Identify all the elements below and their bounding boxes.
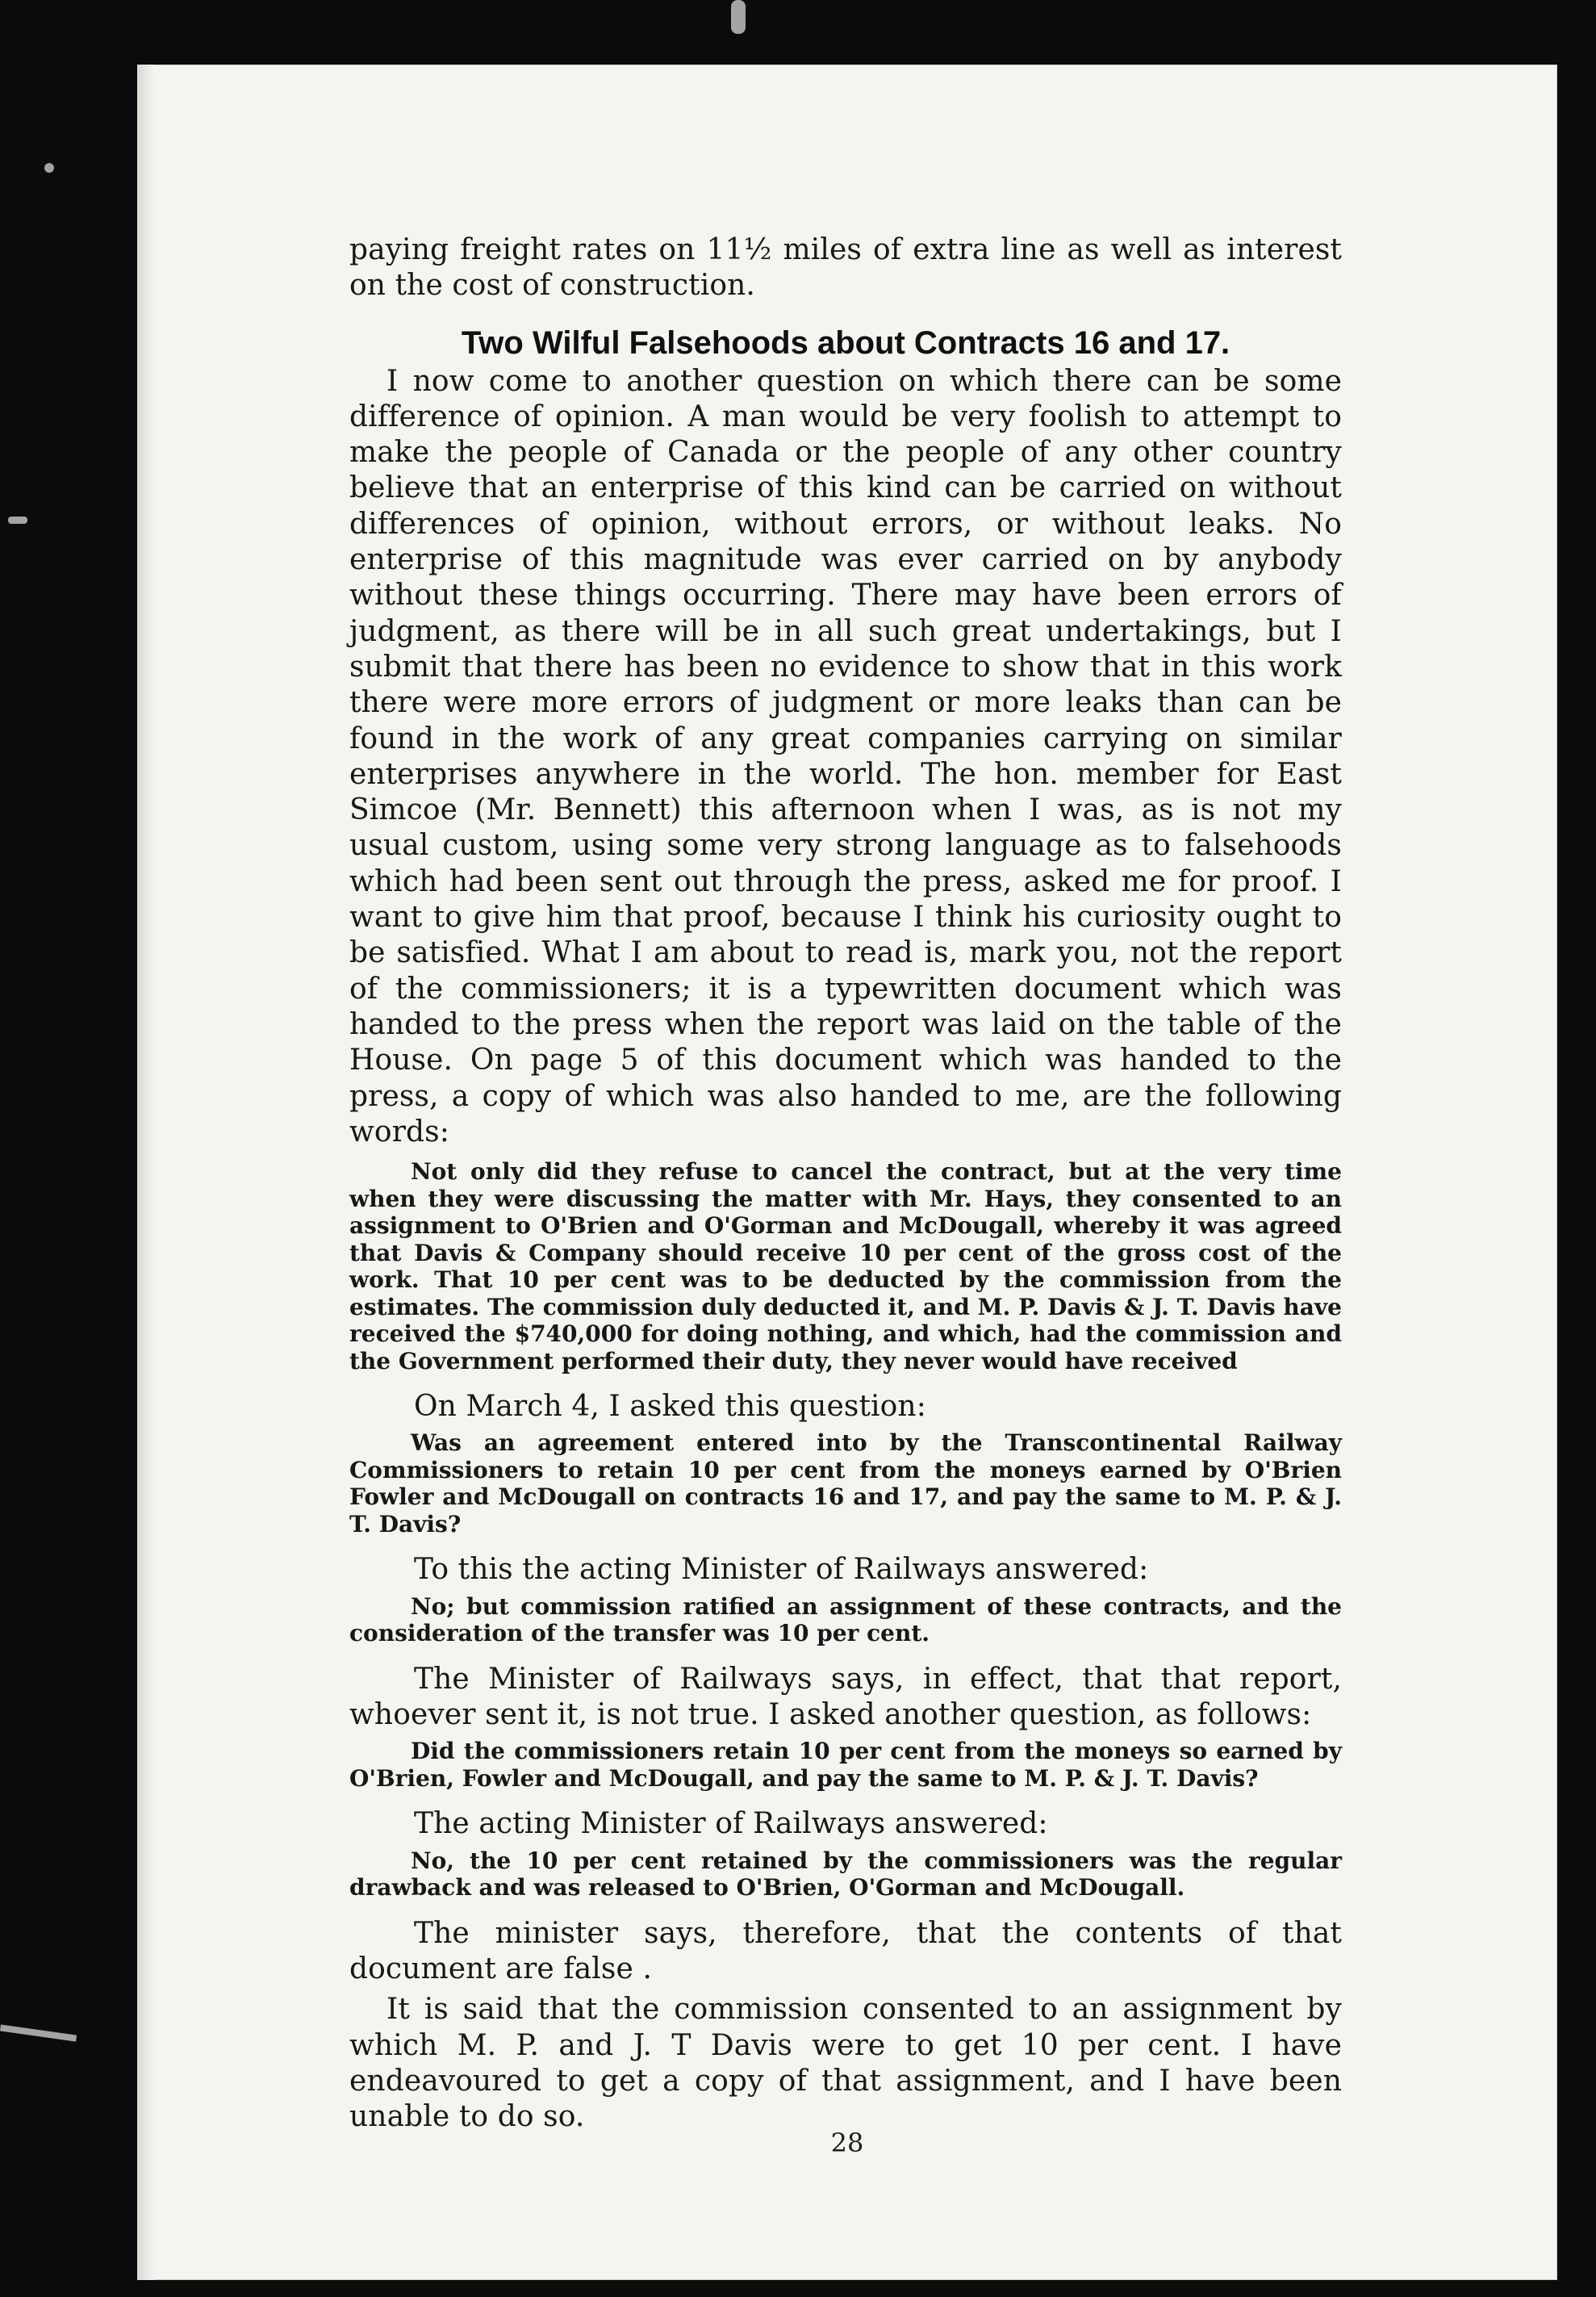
acting-minister-answer-intro: To this the acting Minister of Railways answered: [414,1553,1149,1587]
acting-minister-second-answer-intro: The acting Minister of Railways answered: [414,1807,1048,1841]
minister-says-paragraph: The Minister of Railways says, in effect, that that report, whoever sent it, is not true. I asked another question, as follows: [349,1662,1342,1732]
quoted-document-extract: Not only did they refuse to cancel the contract, but at the very time when they were discussing the matter with Mr. Hays, they consented to an assignment to O'Brien and O'Gorman and McDougall, whereby it was agreed that Davis & Company should receive 10 per cent of the gross cost of the work. That 10 per cent was to be deducted by the commission from the estimates. The commission duly deducted it, and M. P. Davis & J. T. Davis have received the $740,000 for doing nothing, and which, had the commission and the Government performed their duty, they never would have received [349,1158,1342,1374]
scanned-page [137,65,1557,2280]
march-question-quote: Was an agreement entered into by the Transcontinental Railway Commissioners to retain 10 per cent from the moneys earned by O'Brien Fowler and McDougall on contracts 16 and 17, and pay the same to M. P. & J. T. Davis? [349,1429,1342,1538]
second-question-quote: Did the commissioners retain 10 per cent from the moneys so earned by O'Brien, Fowler and McDougall, and pay the same to M. P. & J. T. Davis? [349,1738,1342,1792]
march-question-intro: On March 4, I asked this question: [414,1390,926,1424]
document-content [349,232,1342,2135]
page-number: 28 [830,2128,864,2158]
main-paragraph: I now come to another question on which there can be some difference of opinion. A man would be very foolish to attempt to make the people of Canada or the people of any other country believe that an enterprise of this kind can be carried on without differences of opinion, without errors, or without leaks. No enterprise of this magnitude was ever carried on by anybody without these things occurring. There may have been errors of judgment, as there will be in all such great undertakings, but I submit that there has been no evidence to show that in this work there were more errors of judgment or more leaks than can be found in the work of any great companies carrying on similar enterprises anywhere in the world. The hon. member for East Simcoe (Mr. Bennett) this afternoon when I was, as is not my usual custom, using some very strong language as to falsehoods which had been sent out through the press, asked me for proof. I want to give him that proof, because I think his curiosity ought to be satisfied. What I am about to read is, mark you, not the report of the commissioners; it is a typewritten document which was handed to the press when the report was laid on the table of the House. On page 5 of this document which was handed to the press, a copy of which was also handed to me, are the following words: [349,364,1342,1148]
acting-minister-answer-quote: No; but commission ratified an assignment of these contracts, and the consideration of the transfer was 10 per cent. [349,1592,1342,1647]
film-mark-left-stroke [0,2024,77,2041]
section-title: Two Wilful Falsehoods about Contracts 16 and 17. [461,324,1230,361]
conclusion-paragraph-one: The minister says, therefore, that the contents of that document are false . [349,1916,1342,1985]
page-edge [137,65,155,2280]
acting-minister-second-answer-quote: No, the 10 per cent retained by the commissioners was the regular drawback and was released to O'Brien, O'Gorman and McDougall. [349,1847,1342,1902]
film-mark-left-notch [8,517,27,524]
film-mark-left-dot [44,163,54,173]
film-mark-top [731,0,746,34]
conclusion-paragraph-two: It is said that the commission consented to an assignment by which M. P. and J. T Davis were to get 10 per cent. I have endeavoured to get a copy of that assignment, and I have been unable to do so. [349,1993,1342,2134]
opening-text: paying freight rates on 11½ miles of extra line as well as interest on the cost of construction. [349,233,1342,303]
